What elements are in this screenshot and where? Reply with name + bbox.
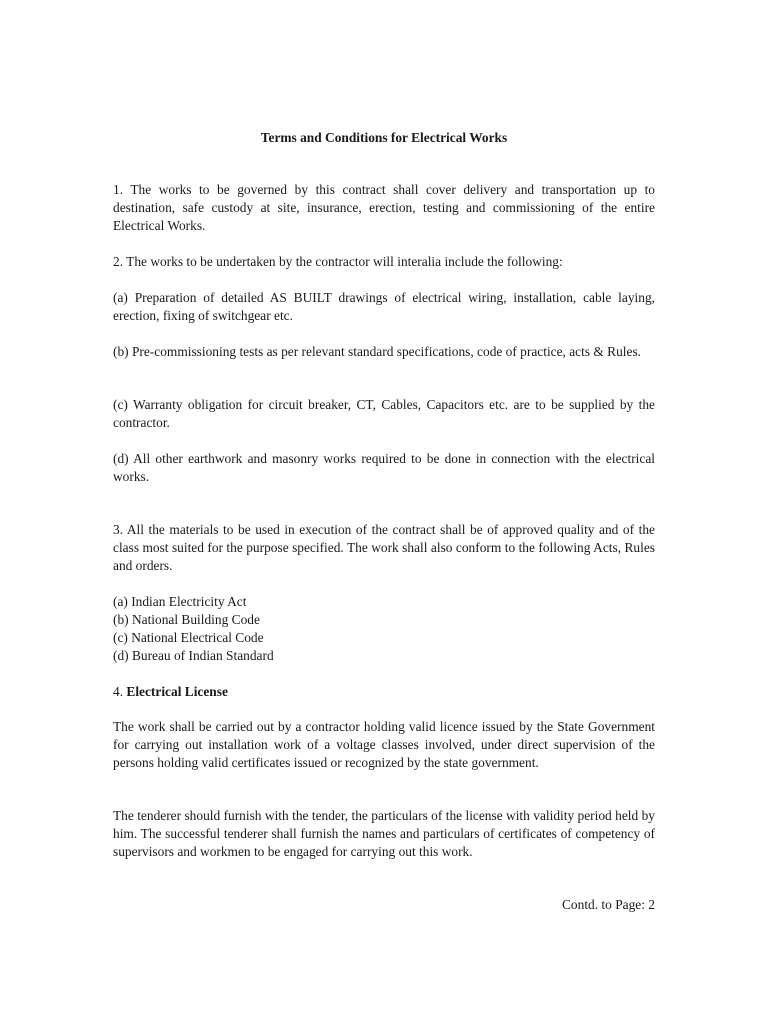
clause-2a: (a) Preparation of detailed AS BUILT drawings of electrical wiring, installation, cable laying, erection, fixing of switchgear etc. bbox=[113, 290, 655, 323]
clause-4-paragraph-2: The tenderer should furnish with the tender, the particulars of the license with validity period held by him. The successful tenderer shall furnish the names and particulars of certificates of competency of supervisors and workmen to be engaged for carrying out this work. bbox=[113, 808, 655, 859]
clause-3-list-item: (b) National Building Code bbox=[113, 612, 260, 627]
clause-3-list-item: (d) Bureau of Indian Standard bbox=[113, 648, 274, 663]
clause-4-heading bbox=[113, 683, 228, 701]
clause-2b: (b) Pre-commissioning tests as per relevant standard specifications, code of practice, acts & Rules. bbox=[113, 344, 642, 359]
clause-3: 3. All the materials to be used in execution of the contract shall be of approved quality and of the class most suited for the purpose specified. The work shall also conform to the following Acts, Rules and orders. bbox=[113, 522, 655, 573]
clause-2: 2. The works to be undertaken by the contractor will interalia include the following: bbox=[113, 254, 563, 269]
document-title: Terms and Conditions for Electrical Works bbox=[260, 130, 508, 145]
clause-2d: (d) All other earthwork and masonry works required to be done in connection with the electrical works. bbox=[113, 451, 655, 484]
clause-2c: (c) Warranty obligation for circuit breaker, CT, Cables, Capacitors etc. are to be supplied by the contractor. bbox=[113, 397, 655, 430]
clause-4-title: Electrical License bbox=[126, 684, 228, 699]
clause-4-number: 4. bbox=[113, 684, 127, 699]
clause-3-list-item: (a) Indian Electricity Act bbox=[113, 594, 247, 609]
clause-4-paragraph-1: The work shall be carried out by a contractor holding valid licence issued by the State Government for carrying out installation work of a voltage classes involved, under direct supervision of the persons holding valid certificates issued or recognized by the state government. bbox=[113, 719, 655, 770]
clause-3-list-item: (c) National Electrical Code bbox=[113, 630, 264, 645]
continuation-note: Contd. to Page: 2 bbox=[562, 897, 655, 912]
clause-1: 1. The works to be governed by this contract shall cover delivery and transportation up to destination, safe custody at site, insurance, erection, testing and commissioning of the entire Electrical Works. bbox=[113, 182, 655, 233]
